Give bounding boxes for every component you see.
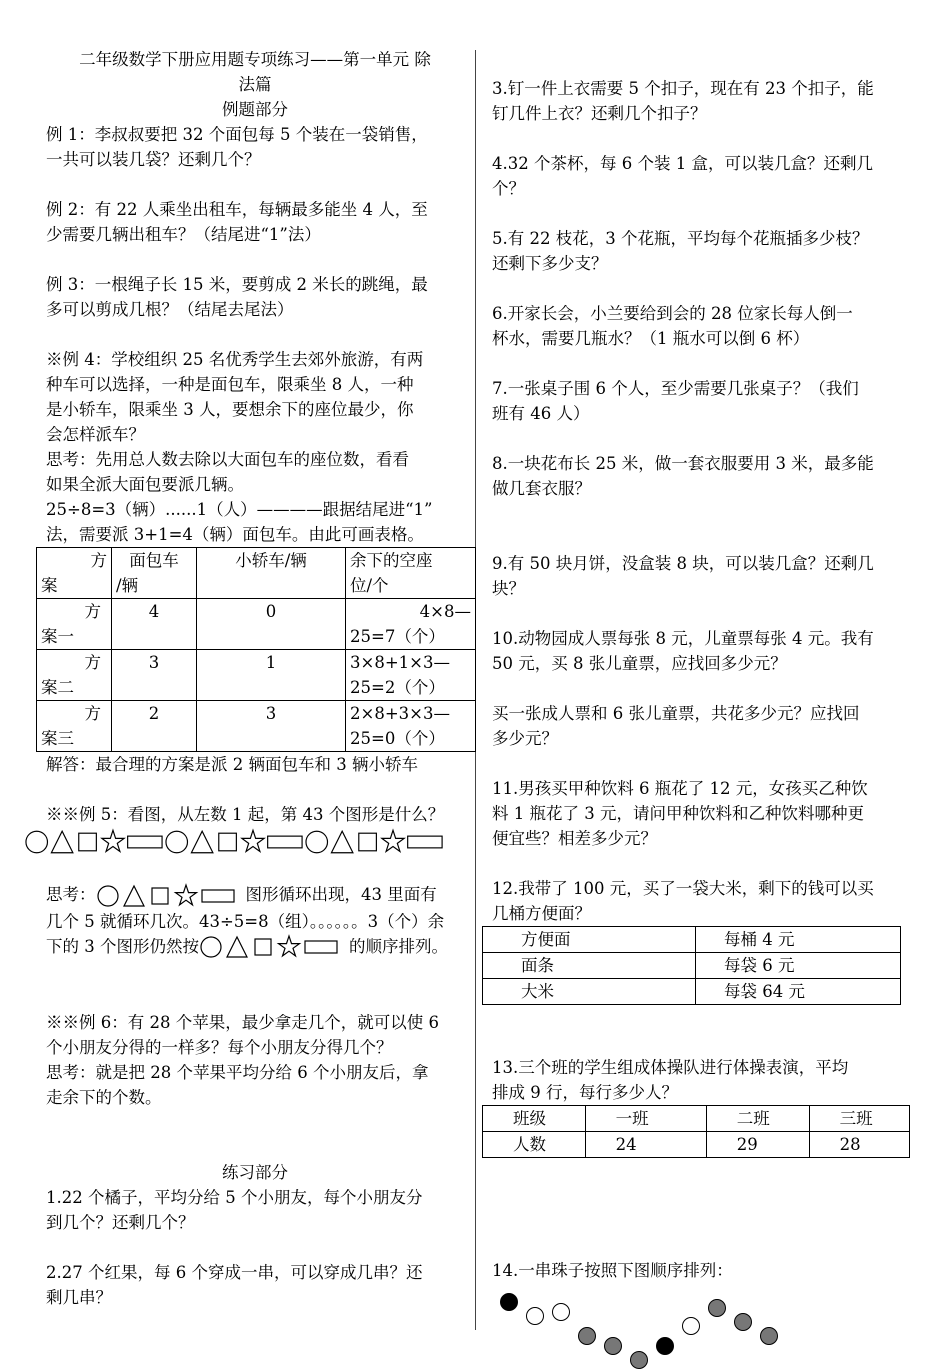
question-14: 14.一串珠子按照下图顺序排列：: [492, 1261, 733, 1280]
question-9-line-1: 9.有 50 块月饼，没盒装 8 块，可以装几盒？还剩几: [492, 554, 874, 573]
plan-row-2-name-a: 方: [84, 653, 101, 672]
question-11-line-3: 便宜些？相差多少元？: [492, 829, 657, 848]
question-8-line-1: 8.一块花布长 25 米，做一套衣服要用 3 米，最多能: [492, 454, 874, 473]
price-item-3: 大米: [483, 979, 696, 1005]
plan-table-header: [37, 548, 476, 599]
question-11-line-1: 11.男孩买甲种饮料 6 瓶花了 12 元，女孩买乙种饮: [492, 779, 868, 798]
example-4-line-1: ※例 4：学校组织 25 名优秀学生去郊外旅游，有两: [46, 350, 424, 369]
left-column: [41, 47, 471, 1310]
bead-string: [500, 1283, 910, 1363]
circle-shape: [26, 831, 48, 853]
example-3-line-2: 多可以剪成几根？（结尾去尾法）: [46, 300, 294, 319]
plan-row-1-left-a: 4×8—: [419, 602, 471, 621]
star-shape: [279, 936, 300, 956]
question-7-line-1: 7.一张桌子围 6 个人，至少需要几张桌子？（我们: [492, 379, 859, 398]
question-11-line-2: 料 1 瓶花了 3 元，请问甲种饮料和乙种饮料哪种更: [492, 804, 864, 823]
rectangle-shape: [408, 836, 442, 848]
question-9-line-2: 块？: [492, 579, 525, 598]
examples-heading: 例题部分: [222, 100, 288, 119]
class-cell-1: 24: [585, 1132, 706, 1158]
star-shape: [102, 830, 124, 851]
example-4-line-3: 是小轿车，限乘坐 3 人，要想余下的座位最少，你: [46, 400, 414, 419]
example-5-think-line-2: 几个 5 就循环几次。43÷5=8（组）。。。。。。3（个）余: [46, 911, 445, 931]
example-4-think-3: 25÷8=3（辆）......1（人）————跟据结尾进“1”: [46, 500, 433, 519]
question-12-line-1: 12.我带了 100 元，买了一袋大米，剩下的钱可以买: [492, 879, 874, 898]
plan-header-left-a: 余下的空座: [350, 551, 433, 570]
example-2-line-1: 例 2：有 22 人乘坐出租车，每辆最多能坐 4 人，至: [46, 200, 428, 219]
plan-table: [36, 547, 476, 752]
rectangle-shape: [305, 941, 337, 953]
price-value-1: 每桶 4 元: [696, 927, 901, 953]
question-1-line-1: 1.22 个橘子，平均分给 5 个小朋友，每个小朋友分: [46, 1188, 423, 1207]
plan-row-2-left-b: 25=2（个）: [350, 678, 445, 697]
question-13-line-2: 排成 9 行，每行多少人？: [492, 1083, 678, 1102]
title-line-1: 二年级数学下册应用题专项练习——第一单元 除: [79, 50, 431, 69]
plan-row-1-name-b: 案一: [41, 627, 74, 646]
class-cell-2: 29: [706, 1132, 809, 1158]
class-header-0: 班级: [483, 1106, 586, 1132]
class-table: [482, 1105, 910, 1158]
bead-white: [552, 1303, 570, 1321]
shape-sequence: [24, 827, 464, 857]
question-10-line-2: 50 元，买 8 张儿童票，应找回多少元？: [492, 654, 787, 673]
question-4-line-1: 4.32 个茶杯，每 6 个装 1 盒，可以装几盒？还剩几: [492, 154, 873, 173]
circle-shape: [306, 831, 328, 853]
example-6-line-1: ※※例 6：有 28 个苹果，最少拿走几个，就可以使 6: [46, 1013, 439, 1032]
star-shape: [175, 885, 196, 905]
example-1-line-2: 一共可以装几袋？还剩几个？: [46, 150, 261, 169]
bead-gray: [708, 1299, 726, 1317]
question-3-line-1: 3.钉一件上衣需要 5 个扣子，现在有 23 个扣子，能: [492, 79, 874, 98]
class-table-row: [483, 1132, 910, 1158]
practice-heading: 练习部分: [222, 1163, 288, 1182]
plan-header-van-a: 面包车: [129, 551, 179, 570]
plan-row-3-name-b: 案三: [41, 729, 74, 748]
circle-shape: [166, 831, 188, 853]
price-row: [483, 927, 901, 953]
price-item-2: 面条: [483, 953, 696, 979]
bead-black: [500, 1293, 518, 1311]
plan-row-1-car: 0: [197, 599, 346, 650]
question-2-line-1: 2.27 个红果，每 6 个穿成一串，可以穿成几串？还: [46, 1263, 423, 1282]
example-3-line-1: 例 3：一根绳子长 15 米，要剪成 2 米长的跳绳，最: [46, 275, 428, 294]
example-5-think-line-1: [46, 882, 464, 909]
class-cell-3: 28: [809, 1132, 909, 1158]
question-12-line-2: 几桶方便面？: [492, 904, 591, 923]
plan-row-1-name-a: 方: [84, 602, 101, 621]
triangle-shape: [227, 937, 247, 957]
question-5-line-2: 还剩下多少支？: [492, 254, 608, 273]
example-6-think-2: 走余下的个数。: [46, 1088, 162, 1107]
example-4-answer: 解答：最合理的方案是派 2 辆面包车和 3 辆小轿车: [46, 755, 418, 774]
plan-header-left-b: 位/个: [350, 576, 389, 595]
class-cell-0: 人数: [483, 1132, 586, 1158]
class-header-1: 一班: [585, 1106, 706, 1132]
bead-gray: [760, 1327, 778, 1345]
example-4-think-2: 如果全派大面包要派几辆。: [46, 475, 244, 494]
question-7-line-2: 班有 46 人）: [492, 404, 590, 423]
plan-table-row: [37, 599, 476, 650]
bead-black: [656, 1337, 674, 1355]
question-4-line-2: 个？: [492, 179, 525, 198]
triangle-shape: [124, 886, 144, 906]
rectangle-shape: [202, 890, 234, 902]
plan-table-row: [37, 650, 476, 701]
example-5-think-text-3: 下的 3 个图形仍然按: [46, 936, 199, 956]
class-table-header: [483, 1106, 910, 1132]
question-10-line-1: 10.动物园成人票每张 8 元，儿童票每张 4 元。我有: [492, 629, 874, 648]
bead-gray: [734, 1313, 752, 1331]
triangle-shape: [191, 831, 213, 853]
plan-row-2-van: 3: [112, 650, 197, 701]
plan-header-plan-b: 案: [41, 576, 58, 595]
example-5-think-label: 思考：: [46, 885, 96, 904]
example-4-line-2: 种车可以选择，一种是面包车，限乘坐 8 人，一种: [46, 375, 414, 394]
example-5-think-text-4: 的顺序排列。: [349, 936, 448, 956]
example-4-think-4: 法，需要派 3+1=4（辆）面包车。由此可画表格。: [46, 525, 424, 544]
square-shape: [79, 833, 97, 851]
question-3-line-2: 钉几件上衣？还剩几个扣子？: [492, 104, 707, 123]
plan-row-3-name-a: 方: [84, 704, 101, 723]
plan-row-3-car: 3: [197, 701, 346, 752]
price-row: [483, 953, 901, 979]
bead-white: [526, 1307, 544, 1325]
inline-shape-group-2: [199, 934, 349, 960]
example-6-line-2: 个小朋友分得的一样多？每个小朋友分得几个？: [46, 1038, 393, 1057]
question-2-line-2: 剩几串？: [46, 1288, 112, 1307]
example-2-line-2: 少需要几辆出租车？（结尾进“1”法）: [46, 225, 321, 244]
price-value-2: 每袋 6 元: [696, 953, 901, 979]
plan-header-car: 小轿车/辆: [235, 551, 307, 570]
example-5-question: ※※例 5：看图，从左数 1 起，第 43 个图形是什么？: [46, 805, 445, 824]
example-4-think-1: 思考：先用总人数去除以大面包车的座位数，看看: [46, 450, 409, 469]
shape-sequence-svg: [24, 827, 464, 857]
question-10b-line-2: 多少元？: [492, 729, 558, 748]
price-value-3: 每袋 64 元: [696, 979, 901, 1005]
bead-gray: [578, 1327, 596, 1345]
plan-row-3-left-b: 25=0（个）: [350, 729, 445, 748]
title-line-2: 法篇: [238, 75, 272, 94]
star-shape: [382, 830, 404, 851]
class-header-3: 三班: [809, 1106, 909, 1132]
square-shape: [152, 888, 168, 904]
question-1-line-2: 到几个？还剩几个？: [46, 1213, 195, 1232]
example-5-think-line-3: [46, 934, 464, 961]
plan-row-3-van: 2: [112, 701, 197, 752]
plan-row-2-car: 1: [197, 650, 346, 701]
square-shape: [219, 833, 237, 851]
question-5-line-1: 5.有 22 枝花，3 个花瓶，平均每个花瓶插多少枝？: [492, 229, 869, 248]
example-6-think-1: 思考：就是把 28 个苹果平均分给 6 个小朋友后，拿: [46, 1063, 429, 1082]
class-header-2: 二班: [706, 1106, 809, 1132]
plan-header-van-b: /辆: [116, 576, 139, 595]
plan-row-1-left-b: 25=7（个）: [350, 627, 445, 646]
square-shape: [359, 833, 377, 851]
circle-shape: [201, 937, 221, 957]
price-row: [483, 979, 901, 1005]
bead-white: [682, 1317, 700, 1335]
right-column: [492, 76, 910, 1363]
question-6-line-2: 杯水，需要几瓶水？（1 瓶水可以倒 6 杯）: [492, 329, 810, 348]
price-table: [482, 926, 901, 1005]
rectangle-shape: [128, 836, 162, 848]
question-6-line-1: 6.开家长会，小兰要给到会的 28 位家长每人倒一: [492, 304, 853, 323]
question-8-line-2: 做几套衣服？: [492, 479, 591, 498]
rectangle-shape: [268, 836, 302, 848]
square-shape: [255, 939, 271, 955]
bead-gray: [604, 1337, 622, 1355]
plan-table-row: [37, 701, 476, 752]
question-10b-line-1: 买一张成人票和 6 张儿童票，共花多少元？应找回: [492, 704, 860, 723]
triangle-shape: [331, 831, 353, 853]
plan-header-plan-a: 方: [90, 551, 107, 570]
triangle-shape: [51, 831, 73, 853]
star-shape: [242, 830, 264, 851]
plan-row-1-van: 4: [112, 599, 197, 650]
plan-row-3-left-a: 2×8+3×3—: [350, 704, 450, 723]
circle-shape: [98, 886, 118, 906]
example-5-think-text-1: 图形循环出现，43 里面有: [245, 885, 437, 904]
plan-row-2-left-a: 3×8+1×3—: [350, 653, 450, 672]
inline-shape-group-1: [96, 883, 246, 909]
example-4-line-4: 会怎样派车？: [46, 425, 145, 444]
price-item-1: 方便面: [483, 927, 696, 953]
question-13-line-1: 13.三个班的学生组成体操队进行体操表演，平均: [492, 1058, 849, 1077]
example-1-line-1: 例 1：李叔叔要把 32 个面包每 5 个装在一袋销售，: [46, 125, 428, 144]
bead-gray: [630, 1351, 648, 1369]
plan-row-2-name-b: 案二: [41, 678, 74, 697]
